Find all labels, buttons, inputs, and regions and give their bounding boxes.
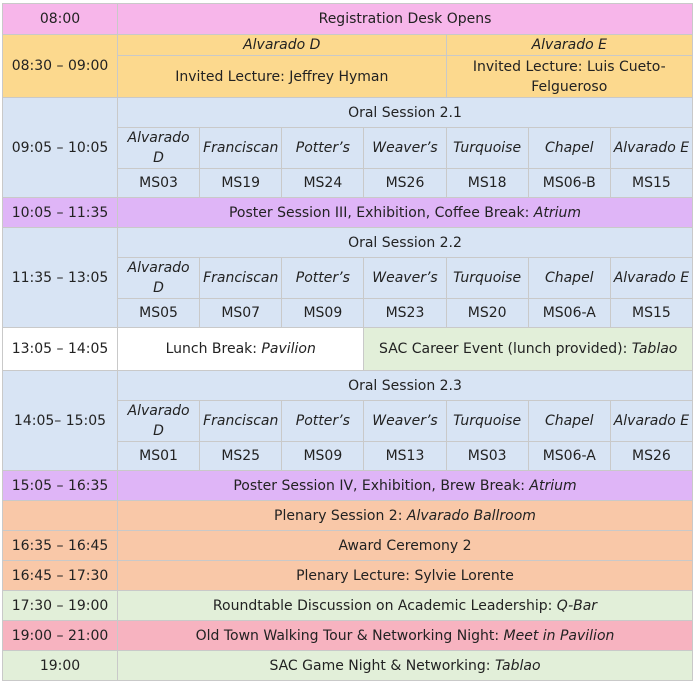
room-header: Turquoise [446, 258, 528, 299]
room-header: Potter’s [282, 128, 364, 169]
time-cell [3, 501, 118, 531]
time-cell: 08:30 – 09:00 [3, 35, 118, 98]
room-alvarado-e: Alvarado E [446, 35, 692, 56]
room-header: Franciscan [200, 401, 282, 442]
poster-session-label: Poster Session IV, Exhibition, Brew Break: Atrium [118, 471, 693, 501]
invited-lecture-right: Invited Lecture: Luis Cueto-Felgueroso [446, 56, 692, 98]
walking-tour-label: Old Town Walking Tour & Networking Night: Meet in Pavilion [118, 621, 693, 651]
game-night-label: SAC Game Night & Networking: Tablao [118, 651, 693, 681]
session-code: MS13 [364, 442, 446, 471]
oral-session-title-row [3, 98, 693, 128]
time-cell: 14:05– 15:05 [3, 371, 118, 471]
session-code: MS06-A [528, 442, 610, 471]
session-code: MS07 [200, 299, 282, 328]
roundtable-row [3, 591, 693, 621]
session-code: MS06-B [528, 169, 610, 198]
time-cell: 19:00 – 21:00 [3, 621, 118, 651]
room-header: Alvarado E [610, 128, 692, 169]
session-code: MS20 [446, 299, 528, 328]
session-code: MS15 [610, 299, 692, 328]
award-ceremony-row [3, 531, 693, 561]
poster-session-row [3, 471, 693, 501]
time-cell: 19:00 [3, 651, 118, 681]
time-cell: 15:05 – 16:35 [3, 471, 118, 501]
session-code: MS24 [282, 169, 364, 198]
session-code: MS05 [118, 299, 200, 328]
room-header: Franciscan [200, 258, 282, 299]
room-header: Alvarado D [118, 128, 200, 169]
room-header: Alvarado E [610, 258, 692, 299]
oral-session-title-row [3, 371, 693, 401]
registration-row [3, 4, 693, 35]
plenary-lecture-row [3, 561, 693, 591]
session-code: MS01 [118, 442, 200, 471]
session-code: MS25 [200, 442, 282, 471]
session-code: MS26 [610, 442, 692, 471]
time-cell: 16:45 – 17:30 [3, 561, 118, 591]
session-code: MS18 [446, 169, 528, 198]
conference-schedule-table [2, 3, 693, 681]
oral-session-title: Oral Session 2.1 [118, 98, 693, 128]
room-header: Turquoise [446, 128, 528, 169]
room-header: Weaver’s [364, 401, 446, 442]
room-alvarado-d: Alvarado D [118, 35, 447, 56]
room-header: Franciscan [200, 128, 282, 169]
invited-rooms-row [3, 35, 693, 56]
room-header: Chapel [528, 128, 610, 169]
room-header: Turquoise [446, 401, 528, 442]
registration-label: Registration Desk Opens [118, 4, 693, 35]
lunch-break-label: Lunch Break: Pavilion [118, 328, 364, 371]
plenary-session-row [3, 501, 693, 531]
session-code: MS09 [282, 299, 364, 328]
time-cell: 17:30 – 19:00 [3, 591, 118, 621]
session-code: MS19 [200, 169, 282, 198]
oral-session-title-row [3, 228, 693, 258]
oral-session-title: Oral Session 2.3 [118, 371, 693, 401]
award-ceremony-label: Award Ceremony 2 [118, 531, 693, 561]
lunch-row [3, 328, 693, 371]
session-code: MS03 [446, 442, 528, 471]
time-cell: 10:05 – 11:35 [3, 198, 118, 228]
room-header: Alvarado E [610, 401, 692, 442]
plenary-session-label: Plenary Session 2: Alvarado Ballroom [118, 501, 693, 531]
room-header: Chapel [528, 258, 610, 299]
session-code: MS09 [282, 442, 364, 471]
oral-session-title: Oral Session 2.2 [118, 228, 693, 258]
time-cell: 13:05 – 14:05 [3, 328, 118, 371]
time-cell: 09:05 – 10:05 [3, 98, 118, 198]
poster-session-row [3, 198, 693, 228]
session-code: MS15 [610, 169, 692, 198]
room-header: Weaver’s [364, 258, 446, 299]
roundtable-label: Roundtable Discussion on Academic Leadership: Q-Bar [118, 591, 693, 621]
room-header: Alvarado D [118, 258, 200, 299]
time-cell: 11:35 – 13:05 [3, 228, 118, 328]
time-cell: 16:35 – 16:45 [3, 531, 118, 561]
game-night-row [3, 651, 693, 681]
session-code: MS23 [364, 299, 446, 328]
time-cell: 08:00 [3, 4, 118, 35]
walking-tour-row [3, 621, 693, 651]
room-header: Alvarado D [118, 401, 200, 442]
session-code: MS03 [118, 169, 200, 198]
invited-lecture-left: Invited Lecture: Jeffrey Hyman [118, 56, 447, 98]
session-code: MS06-A [528, 299, 610, 328]
room-header: Chapel [528, 401, 610, 442]
room-header: Potter’s [282, 258, 364, 299]
room-header: Weaver’s [364, 128, 446, 169]
session-code: MS26 [364, 169, 446, 198]
poster-session-label: Poster Session III, Exhibition, Coffee Break: Atrium [118, 198, 693, 228]
plenary-lecture-label: Plenary Lecture: Sylvie Lorente [118, 561, 693, 591]
room-header: Potter’s [282, 401, 364, 442]
career-event-label: SAC Career Event (lunch provided): Tablao [364, 328, 693, 371]
